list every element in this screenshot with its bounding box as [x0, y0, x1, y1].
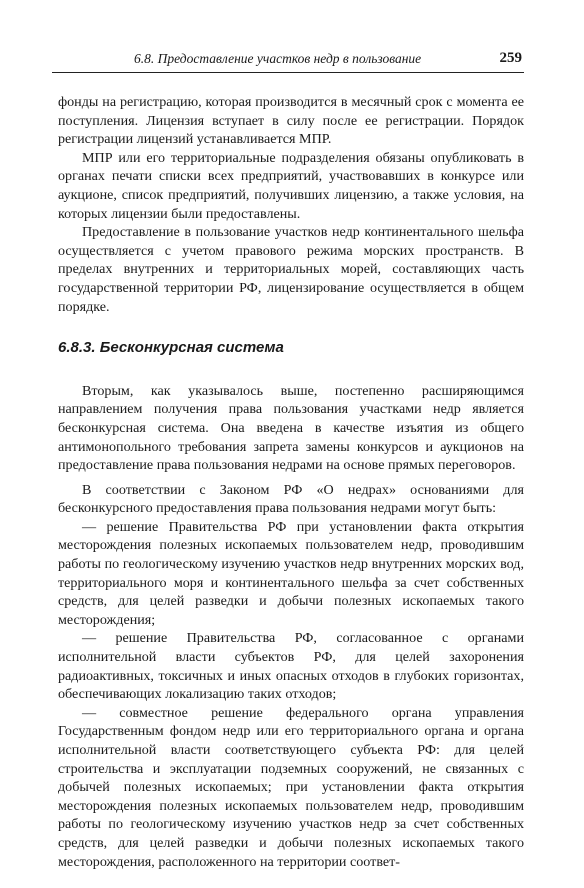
paragraph: Предоставление в пользование участков недр континентального шельфа осуществляется с учетом правового режима морских пространств. В пределах внутренних и территориальных морей, составляющих часть государственной территории РФ, лицензирование осуществляется в общем порядке. [58, 224, 524, 315]
page-number: 259 [499, 50, 522, 66]
list-item: — решение Правительства РФ при установлении факта открытия месторождения полезных ископаемых пользователем недр, проводившим работы по геологическому изучению участков недр внутренних морских вод, территориального моря и континентального шельфа за счет собственных средств, для целей разведки и добычи полезных ископаемых такого месторождения; [58, 518, 524, 628]
section-heading: 6.8.3. Бесконкурсная система [58, 339, 284, 357]
list-item: — решение Правительства РФ, согласованное с органами исполнительной власти субъектов РФ, для целей захоронения радиоактивных, токсичных и иных опасных отходов в глубоких горизонтах, обеспечивающих локализацию таких отходов; [58, 630, 524, 703]
paragraph: фонды на регистрацию, которая производится в месячный срок с момента ее поступления. Лицензия вступает в силу после ее регистрации. Порядок регистрации лицензий устанавливается МПР. [58, 94, 524, 148]
body-text [58, 93, 524, 871]
running-title: 6.8. Предоставление участков недр в пользование [134, 51, 422, 66]
list-item: — совместное решение федерального органа управления Государственным фондом недр или его территориального органа и органа исполнительной власти соответствующего субъекта РФ: для целей строительства и эксплуатации подземных сооружений, не связанных с добычей полезных ископаемых; при установлении факта открытия месторождения полезных ископаемых пользователем недр, проводившим работы по геологическому изучению участков недр за счет собственных средств, для целей разведки и добычи полезных ископаемых такого месторождения, расположенного на территории соответ- [58, 704, 524, 870]
paragraph: МПР или его территориальные подразделения обязаны опубликовать в органах печати списки всех предприятий, участвовавших в конкурсе или аукционе, список предприятий, получивших лицензию, а также условия, на которых лицензии были предоставлены. [58, 149, 524, 222]
paragraph: Вторым, как указывалось выше, постепенно расширяющимся направлением получения права пользования участками недр является бесконкурсная система. Она введена в качестве изъятия из общего антимонопольного требования запрета замены конкурсов и аукционов на предоставление права пользования недрами на основе прямых переговоров. [58, 382, 524, 474]
running-header [52, 50, 524, 73]
paragraph: В соответствии с Законом РФ «О недрах» основаниями для бесконкурсного предоставления права пользования недрами могут быть: [58, 481, 524, 517]
